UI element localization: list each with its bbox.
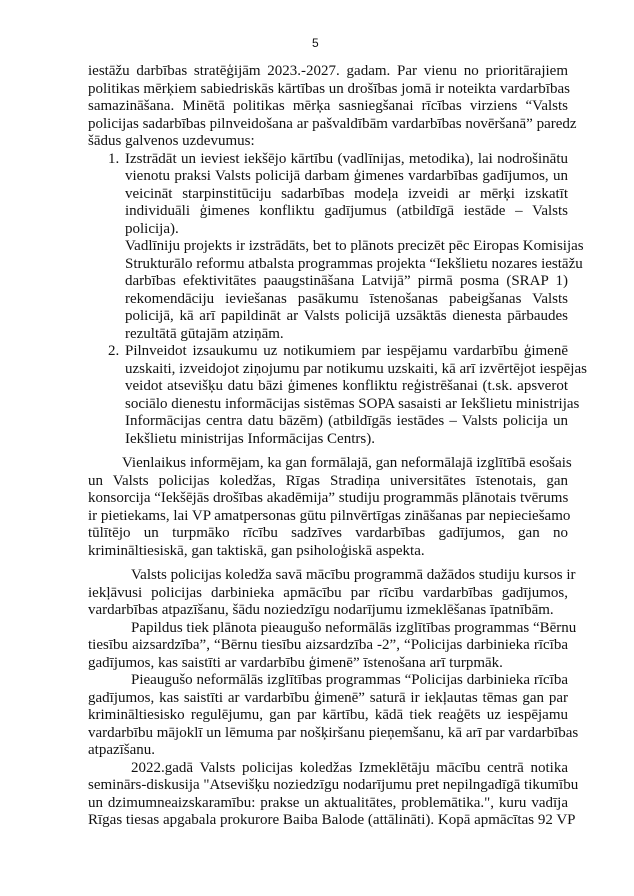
text-line: vardarbības atpazīšanu, šādu noziedzīgu nodarījumu izmeklēšanas īpatnībām. bbox=[88, 602, 554, 618]
list-item bbox=[88, 151, 568, 239]
text-line: tiesību aizsardzība”, “Bērnu tiesību aizsardzība -2”, “Policijas darbinieka rīcība bbox=[88, 637, 568, 653]
text-line: Informācijas centra datu bāzēm) (atbildīgās iestādes – Valsts policija un bbox=[125, 413, 568, 429]
paragraph bbox=[88, 619, 577, 673]
paragraph bbox=[88, 672, 579, 760]
text-line: krimināltiesisko regulējumu, gan par kārtību, kādā tiek reaģēts uz iespējamu bbox=[88, 707, 568, 723]
document-body bbox=[88, 63, 587, 830]
text-line: atpazīšanu. bbox=[88, 742, 156, 758]
text-line: rezultātā gūtajām atziņām. bbox=[125, 325, 284, 342]
text-line: Valsts policijas koledža savā mācību programmā dažādos studiju kursos ir bbox=[131, 567, 576, 583]
text-line: gadījumos, kas saistīti ar vardarbību ģimenē” īstenošana arī turpmāk. bbox=[88, 654, 503, 671]
text-line: ir pietiekams, lai VP amatpersonas gūtu pilnvērtīgas zināšanas par nepieciešamo bbox=[88, 507, 571, 524]
text-line: Pieaugušo neformālās izglītības programmas “Policijas darbinieka rīcība bbox=[131, 672, 568, 688]
list-item bbox=[88, 238, 584, 343]
text-line: seminārs-diskusija "Atsevišķu noziedzīgu nodarījumu pret nepilngadīgā tikumību bbox=[88, 777, 579, 793]
text-line: policijā, kā arī papildināt ar Valsts policijā uzsāktās dienesta pārbaudes bbox=[125, 308, 568, 324]
text-line: policija). bbox=[125, 220, 179, 237]
text-line: Papildus tiek plānota pieaugušo neformālās izglītības programmas “Bērnu bbox=[131, 619, 577, 636]
text-line: sociālo dienestu informācijas sistēmas SOPA sasaisti ar Iekšlietu ministrijas bbox=[125, 395, 580, 412]
text-line: šādus galvenos uzdevumus: bbox=[88, 133, 255, 149]
text-line: veidot atsevišķu datu bāzi ģimenes konfliktu reģistrēšanai (t.sk. apsverot bbox=[125, 378, 568, 394]
text-line: un dzimumneaizskaramību: prakse un aktualitātes, problemātika.", kuru vadīja bbox=[88, 794, 568, 811]
text-line: policijas sadarbības pilnveidošana ar pašvaldībām vardarbības novēršanā” paredz bbox=[88, 115, 577, 132]
text-line: iekļāvusi policijas darbinieka apmācību par rīcību vardarbības gadījumos, bbox=[88, 584, 568, 601]
text-line: Vadlīniju projekts ir izstrādāts, bet to plānots precizēt pēc Eiropas Komisijas bbox=[125, 238, 584, 254]
text-line: un Valsts policijas koledžas, Rīgas Stradiņa universitātes īstenotais, gan bbox=[88, 472, 568, 489]
page-number: 5 bbox=[312, 36, 319, 50]
text-line: iestāžu darbības stratēģijām 2023.-2027. gadam. Par vienu no prioritārajiem bbox=[88, 63, 568, 79]
paragraph bbox=[88, 567, 576, 620]
text-line: konsorcija “Iekšējās drošības akadēmija” studiju programmās plānotais tvērums bbox=[88, 490, 569, 506]
text-line: samazināšana. Minētā politikas mērķa sasniegšanai rīcības virziens “Valsts bbox=[88, 98, 568, 114]
text-line: Iekšlietu ministrijas Informācijas Centrs). bbox=[125, 430, 375, 447]
text-line: vienotu praksi Valsts policijā darbam ģimenes vardarbības gadījumos, un bbox=[125, 168, 568, 184]
text-line: individuāli ģimenes konfliktu gadījumus (atbildīgā iestāde – Valsts bbox=[125, 203, 568, 219]
text-line: Rīgas tiesas apgabala prokurore Baiba Balode (attālināti). Kopā apmācītas 92 VP bbox=[88, 812, 576, 828]
list-item bbox=[88, 343, 587, 448]
text-line: politikas mērķiem sabiedriskās kārtības un drošības jomā ir noteikta vardarbības bbox=[88, 80, 570, 97]
text-line: gadījumos, kas saistīti ar vardarbību ģimenē” saturā ir iekļautas tēmas gan par bbox=[88, 689, 568, 706]
text-line: veicināt starpinstitūciju sadarbības modeļa izveidi ar mērķi izskatīt bbox=[125, 185, 568, 202]
paragraph bbox=[88, 759, 579, 830]
text-line: Vienlaikus informējam, ka gan formālajā, gan neformālajā izglītībā esošais bbox=[122, 455, 572, 471]
text-line: uzskaiti, izveidojot ziņojumu par notikumu uzskaiti, kā arī izvērtējot iespējas bbox=[125, 360, 587, 377]
text-line: rekomendāciju ieviešanas pasākumu īstenošanas pabeigšanas Valsts bbox=[125, 290, 568, 307]
text-line: Pilnveidot izsaukumu uz notikumiem par iespējamu vardarbību ģimenē bbox=[125, 343, 568, 359]
text-line: tūlītējo un turpmāko rīcību sadzīves vardarbības gadījumos, gan no bbox=[88, 525, 568, 541]
text-line: vardarbību mājoklī un lēmuma par nošķiršanu pieņemšanu, kā arī par vardarbības bbox=[88, 724, 579, 741]
text-line: Izstrādāt un ieviest iekšējo kārtību (vadlīnijas, metodika), lai nodrošinātu bbox=[125, 150, 568, 167]
text-line: Strukturālo reformu atbalsta programmas projekta “Iekšlietu nozares iestāžu bbox=[125, 255, 583, 272]
list-number: 2. bbox=[108, 343, 120, 359]
text-line: krimināltiesiskā, gan taktiskā, gan psiholoģiskā aspekta. bbox=[88, 542, 425, 559]
text-line: darbības efektivitātes paaugstināšana Latvijā” pirmā posma (SRAP 1) bbox=[125, 273, 568, 289]
paragraph bbox=[88, 63, 577, 151]
list-number: 1. bbox=[108, 150, 120, 167]
text-line: 2022.gadā Valsts policijas koledžas Izmeklētāju mācību centrā notika bbox=[131, 759, 568, 776]
paragraph bbox=[88, 455, 572, 560]
